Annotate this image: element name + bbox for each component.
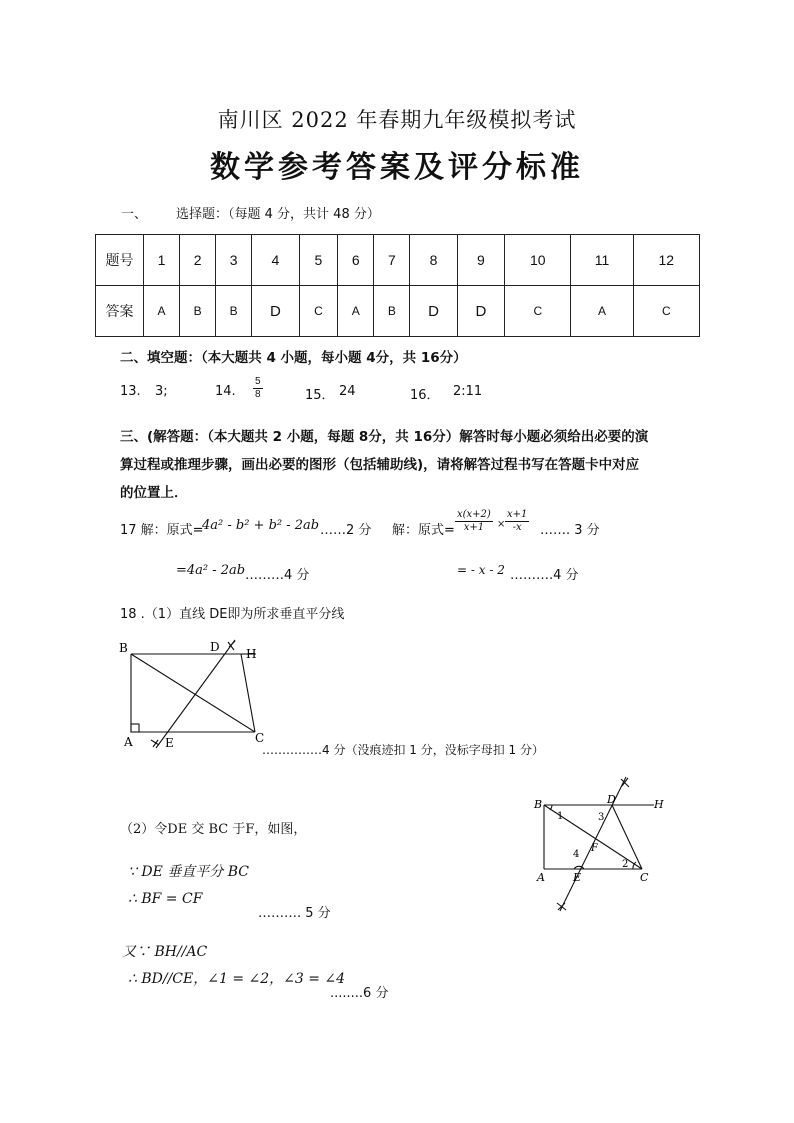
- table-cell: A: [144, 286, 180, 337]
- q17-label: 17 解：原式=: [120, 523, 204, 538]
- table-cell: 10: [505, 235, 571, 286]
- section3-line1: 三、(解答题：（本大题共 2 小题，每题 8分，共 16分）解答时每小题必须给出必要的演: [120, 429, 649, 445]
- q13-label: 13.: [120, 384, 141, 399]
- section3-line2: 算过程或推理步骤，画出必要的图形（包括辅助线)，请将解答过程书写在答题卡中对应: [120, 457, 640, 473]
- q17b-expr2: = - x - 2: [457, 563, 505, 577]
- table-cell: B: [180, 286, 216, 337]
- q17b-label: 解：原式=: [392, 523, 455, 538]
- fig1-label: C: [255, 731, 265, 745]
- q18-part2-intro: （2）令DE 交 BC 于F，如图，: [120, 822, 307, 837]
- q13-answer: 3;: [155, 384, 168, 399]
- q14-denominator: 8: [255, 389, 261, 400]
- table-cell: 6: [338, 235, 374, 286]
- fig2-label: 2: [622, 859, 629, 870]
- table-cell: 11: [571, 235, 633, 286]
- table-cell: C: [299, 286, 338, 337]
- row-label-answer: 答案: [96, 286, 144, 337]
- table-cell: 3: [216, 235, 252, 286]
- table-cell: 1: [144, 235, 180, 286]
- section3-line3: 的位置上．: [120, 485, 188, 501]
- section1-heading: 选择题：（每题 4 分，共计 48 分）: [176, 207, 380, 222]
- table-cell: D: [252, 286, 299, 337]
- q17b-score2: ……….4 分: [510, 568, 579, 583]
- figure2-shape: [544, 777, 654, 911]
- table-cell: D: [457, 286, 504, 337]
- table-row-questions: [96, 235, 700, 286]
- q17b-frac1-den: x+1: [463, 522, 485, 533]
- q16-label: 16．: [410, 388, 440, 403]
- fig2-label: E: [573, 871, 582, 884]
- q18-therefore1: ∴ BF = CF: [128, 891, 203, 907]
- table-cell: A: [571, 286, 633, 337]
- q18-part1: 18 .（1）直线 DE即为所求垂直平分线: [120, 607, 345, 622]
- title-line2: 数学参考答案及评分标准: [210, 150, 584, 185]
- table-cell: A: [338, 286, 374, 337]
- section1-number: 一、: [121, 207, 148, 222]
- answer-table: [95, 234, 700, 337]
- fig2-label: B: [534, 798, 543, 811]
- fig2-label: 3: [598, 812, 605, 823]
- table-cell: C: [505, 286, 571, 337]
- fig1-label: E: [165, 736, 174, 750]
- section2-heading: 二、填空题：（本大题共 4 小题，每小题 4分，共 16分）: [120, 350, 467, 366]
- q17b-score1: ……. 3 分: [540, 523, 600, 538]
- table-cell: C: [633, 286, 699, 337]
- table-cell: 9: [457, 235, 504, 286]
- q15-label: 15．: [305, 388, 335, 403]
- fig1-label: H: [246, 647, 257, 661]
- table-cell: B: [374, 286, 410, 337]
- fig2-label: F: [591, 843, 598, 854]
- q15-answer: 24: [339, 384, 356, 399]
- fig1-label: D: [210, 640, 220, 654]
- table-cell: 5: [299, 235, 338, 286]
- table-cell: D: [410, 286, 457, 337]
- q18-because1: ∵ DE 垂直平分 BC: [128, 864, 249, 880]
- table-cell: 8: [410, 235, 457, 286]
- fig2-label: H: [654, 798, 664, 811]
- q17-score2: ………4 分: [245, 568, 310, 583]
- fig2-label: 4: [573, 849, 580, 860]
- q14-answer: [253, 376, 263, 401]
- q17b-frac2-num: x+1: [507, 509, 528, 520]
- q17b-fraction2: [505, 509, 529, 534]
- table-cell: 2: [180, 235, 216, 286]
- table-cell: 12: [633, 235, 699, 286]
- fig2-label: 1: [557, 811, 564, 822]
- table-cell: 7: [374, 235, 410, 286]
- q17b-times: ×: [497, 519, 506, 530]
- fig2-label: C: [640, 871, 649, 884]
- table-cell: 4: [252, 235, 299, 286]
- title-line1: 南川区 2022 年春期九年级模拟考试: [217, 108, 577, 132]
- q14-numerator: 5: [255, 376, 261, 387]
- figure-2: [530, 775, 680, 915]
- q17-score1: ……2 分: [320, 523, 372, 538]
- q17b-frac2-den: -x: [512, 522, 522, 533]
- q18-therefore2: ∴ BD//CE，∠1 = ∠2，∠3 = ∠4: [128, 971, 346, 987]
- figure1-shape: [131, 640, 256, 748]
- q18-score5: ………. 5 分: [258, 906, 331, 921]
- q18-score1: ……………4 分（没痕迹扣 1 分，没标字母扣 1 分）: [262, 743, 544, 757]
- q17b-frac1-num: x(x+2): [457, 509, 491, 520]
- row-label-question: 题号: [96, 235, 144, 286]
- q17b-fraction1: [455, 509, 493, 534]
- fig2-label: A: [537, 871, 545, 884]
- table-cell: B: [216, 286, 252, 337]
- q14-label: 14.: [215, 384, 236, 399]
- fig2-label: D: [607, 793, 616, 806]
- fig1-label: A: [124, 735, 133, 749]
- q18-because2: 又∵ BH//AC: [122, 944, 208, 960]
- q17-expr2: =4a² - 2ab: [176, 563, 246, 578]
- q17-expr1: 4a² - b² + b² - 2ab: [202, 518, 320, 533]
- q16-answer: 2:11: [453, 384, 483, 399]
- q18-score6: ........6 分: [330, 986, 389, 1001]
- fig1-label: B: [119, 641, 128, 655]
- table-row-answers: [96, 286, 700, 337]
